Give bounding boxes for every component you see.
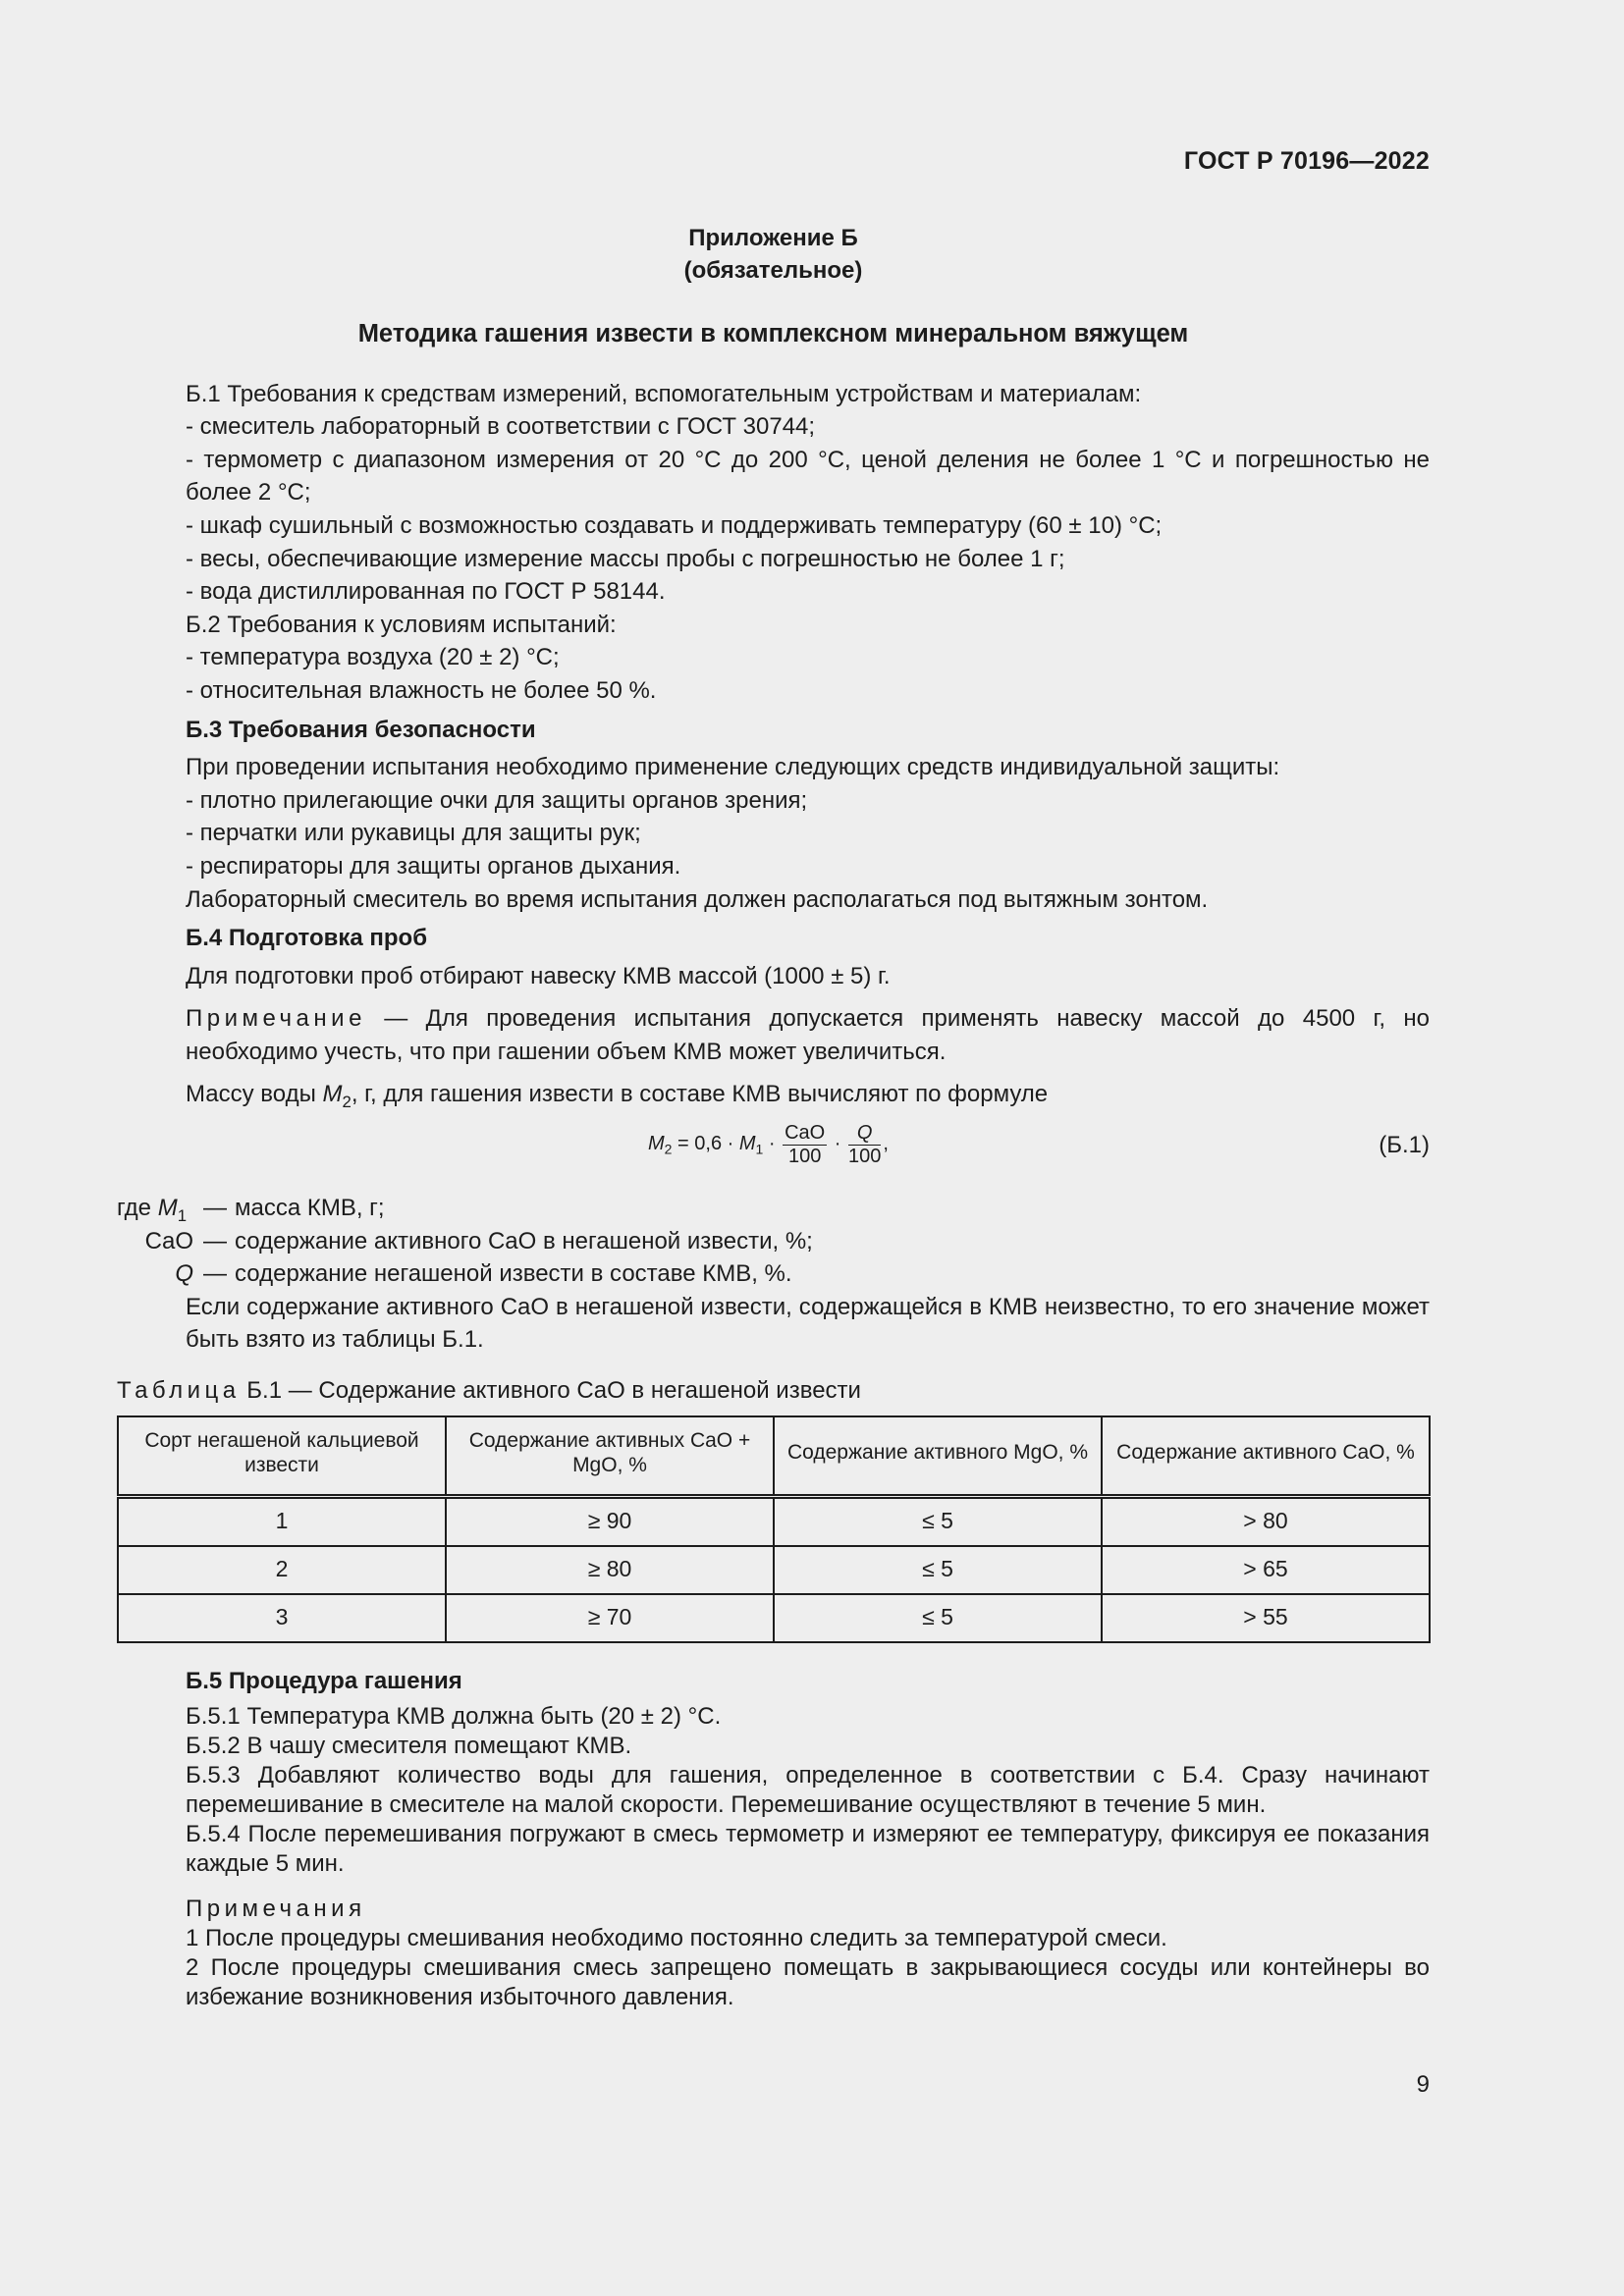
- note-label: Примечание: [186, 1005, 366, 1033]
- table-cell: > 80: [1102, 1496, 1430, 1546]
- s1-item: - смеситель лабораторный в соответствии с ГОСТ 30744;: [186, 413, 816, 441]
- table-header-cell: Содержание активного MgO, %: [774, 1416, 1102, 1497]
- s4-note: [117, 1002, 1430, 1068]
- fraction-numerator: Q: [848, 1121, 881, 1146]
- table-intro: [117, 1291, 1430, 1357]
- s3-item: - перчатки или рукавицы для защиты рук;: [186, 820, 641, 847]
- note-item: 1 После процедуры смешивания необходимо постоянно следить за температурой смеси.: [186, 1925, 1167, 1952]
- notes-label: Примечания: [186, 1896, 366, 1923]
- table-cell: > 55: [1102, 1594, 1430, 1642]
- page-content: [117, 222, 1430, 2012]
- where-dash: —: [203, 1227, 227, 1255]
- fraction-numerator: CaO: [785, 1122, 826, 1145]
- table-intro-text: Если содержание активного CaO в негашеной извести, содержащейся в КМВ неизвестно, то его значение может быть взято из таблицы Б.1.: [186, 1293, 1430, 1354]
- s3-intro: При проведении испытания необходимо применение следующих средств индивидуальной защиты:: [186, 754, 1280, 781]
- note-item-text: 2 После процедуры смешивания смесь запрещено помещать в закрывающиеся сосуды или контейнеры во избежание возникновения избыточного давления.: [186, 1954, 1430, 2011]
- table-cell: 2: [118, 1546, 446, 1594]
- table-header-cell: Содержание активного CaO, %: [1102, 1416, 1430, 1497]
- where-row: [117, 1192, 1430, 1225]
- table-row: [118, 1496, 1430, 1546]
- where-symbol: [117, 1192, 193, 1225]
- table-cell: ≥ 90: [446, 1496, 774, 1546]
- where-desc: масса КМВ, г;: [235, 1195, 385, 1222]
- table-cell: ≤ 5: [774, 1546, 1102, 1594]
- formula-dot: ·: [763, 1132, 782, 1154]
- formula-b1: [117, 1119, 1430, 1178]
- table-caption-label: Таблица: [117, 1377, 241, 1405]
- s2-intro: Б.2 Требования к условиям испытаний:: [186, 611, 617, 638]
- appendix-status: (обязательное): [683, 257, 863, 284]
- table-caption-text: Б.1 — Содержание активного CaO в негашеной извести: [240, 1377, 861, 1405]
- table-header-cell: Содержание активных CaO + MgO, %: [446, 1416, 774, 1497]
- fraction-cao: [783, 1121, 827, 1167]
- where-row: [117, 1225, 1430, 1258]
- s1-item-text: - термометр с диапазоном измерения от 20 °С до 200 °С, ценой деления не более 1 °С и погрешностью не более 2 °С;: [186, 446, 1430, 507]
- table-cell: ≥ 70: [446, 1594, 774, 1642]
- note-text: — Для проведения испытания допускается применять навеску массой до 4500 г, но необходимо учесть, что при гашении объем КМВ может увеличиться.: [186, 1005, 1430, 1065]
- formula-m1-sub: 1: [755, 1141, 764, 1157]
- formula-dot: ·: [829, 1132, 846, 1154]
- formula-end: ,: [883, 1132, 889, 1154]
- appendix-title: Методика гашения извести в комплексном минеральном вяжущем: [357, 320, 1189, 347]
- formula-body: [648, 1121, 889, 1167]
- table-cell: > 65: [1102, 1546, 1430, 1594]
- formula-m1: M: [738, 1132, 756, 1154]
- s1-item: - весы, обеспечивающие измерение массы пробы с погрешностью не более 1 г;: [186, 545, 1065, 572]
- mass-symbol: M: [322, 1081, 343, 1108]
- table-header-row: [118, 1416, 1430, 1497]
- s4-mass-text: [117, 1078, 1430, 1111]
- s1-item: - шкаф сушильный с возможностью создавать и поддерживать температуру (60 ± 10) °С;: [186, 511, 1163, 539]
- s4-text: Для подготовки проб отбирают навеску КМВ массой (1000 ± 5) г.: [186, 962, 891, 989]
- fraction-q: [848, 1121, 881, 1167]
- s3-item: - респираторы для защиты органов дыхания.: [186, 852, 681, 880]
- mass-text-b: , г, для гашения извести в составе КМВ вычисляют по формуле: [351, 1081, 1049, 1108]
- standard-designation: ГОСТ Р 70196—2022: [1183, 147, 1430, 175]
- s2-item: - температура воздуха (20 ± 2) °С;: [186, 644, 560, 671]
- where-sym: M: [157, 1195, 178, 1222]
- s5-item-text: Б.5.4 После перемешивания погружают в смесь термометр и измеряют ее температуру, фиксируя ее показания каждые 5 мин.: [186, 1821, 1430, 1878]
- table-cell: ≤ 5: [774, 1496, 1102, 1546]
- appendix-label: Приложение Б: [688, 225, 858, 251]
- mass-subscript: 2: [342, 1093, 352, 1112]
- where-desc: содержание активного CaO в негашеной извести, %;: [235, 1227, 813, 1255]
- table-caption: [117, 1374, 1430, 1408]
- formula-number: (Б.1): [1379, 1132, 1430, 1159]
- s5-item: Б.5.1 Температура КМВ должна быть (20 ± 2) °С.: [186, 1703, 722, 1731]
- s3-item: - плотно прилегающие очки для защиты органов зрения;: [186, 786, 808, 814]
- fraction-denominator: 100: [848, 1146, 882, 1168]
- mass-text-a: Массу воды: [186, 1081, 323, 1108]
- s3-outro: Лабораторный смеситель во время испытания должен располагаться под вытяжным зонтом.: [186, 885, 1209, 913]
- s1-item: [117, 444, 1430, 509]
- table-header-cell: Сорт негашеной кальциевой извести: [118, 1416, 446, 1497]
- where-dash: —: [203, 1195, 227, 1222]
- s3-heading: Б.3 Требования безопасности: [186, 716, 536, 743]
- table-cell: 1: [118, 1496, 446, 1546]
- where-desc: содержание негашеной извести в составе КМВ, %.: [235, 1260, 792, 1288]
- s2-item: - относительная влажность не более 50 %.: [186, 676, 657, 704]
- s5-item-text: Б.5.3 Добавляют количество воды для гашения, определенное в соответствии с Б.4. Сразу начинают перемешивание в смесителе на малой скорости. Перемешивание осуществляют в течение 5 мин.: [186, 1762, 1430, 1819]
- table-cell: ≥ 80: [446, 1546, 774, 1594]
- formula-eq: = 0,6 ·: [672, 1132, 739, 1154]
- s5-item: [117, 1820, 1430, 1879]
- table-cell: ≤ 5: [774, 1594, 1102, 1642]
- fraction-denominator: 100: [787, 1146, 822, 1168]
- where-prefix: где: [117, 1195, 158, 1222]
- s4-heading: Б.4 Подготовка проб: [186, 925, 428, 952]
- table-row: [118, 1594, 1430, 1642]
- s5-heading: Б.5 Процедура гашения: [186, 1667, 462, 1694]
- s1-intro: Б.1 Требования к средствам измерений, вспомогательным устройствам и материалам:: [186, 380, 1142, 407]
- formula-lhs: M: [648, 1132, 665, 1154]
- where-row: [117, 1257, 1430, 1291]
- page-number: 9: [1416, 2071, 1430, 2098]
- where-symbol: CaO: [144, 1227, 193, 1255]
- note-item: [117, 1953, 1430, 2012]
- s5-item: [117, 1761, 1430, 1820]
- where-block: [117, 1192, 1430, 1291]
- where-symbol: Q: [175, 1260, 193, 1288]
- table-row: [118, 1546, 1430, 1594]
- where-sub: 1: [177, 1205, 188, 1225]
- where-dash: —: [203, 1260, 227, 1288]
- table-cell: 3: [118, 1594, 446, 1642]
- s1-item: - вода дистиллированная по ГОСТ Р 58144.: [186, 578, 666, 606]
- s5-item: Б.5.2 В чашу смесителя помещают КМВ.: [186, 1733, 632, 1760]
- lime-table: [117, 1415, 1431, 1643]
- formula-lhs-sub: 2: [664, 1141, 673, 1157]
